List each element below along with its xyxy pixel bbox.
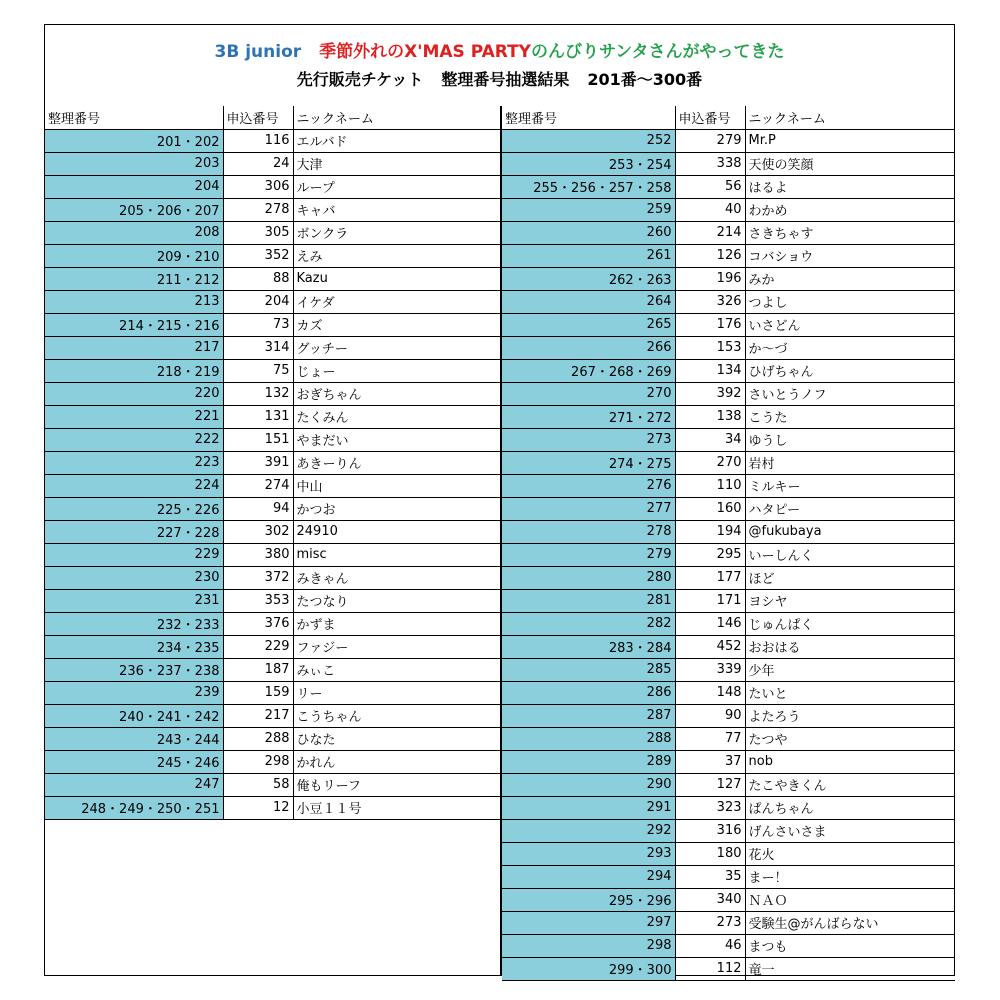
- application-number-cell: 131: [223, 405, 293, 428]
- table-row: [502, 796, 955, 819]
- application-number-cell: 159: [223, 681, 293, 704]
- table-row: [502, 359, 955, 382]
- sheet-header: [45, 25, 954, 105]
- table-row: [502, 681, 955, 704]
- table-row: [45, 612, 500, 635]
- seat-number-cell: 293: [502, 842, 675, 865]
- nickname-cell: ミルキー: [745, 474, 955, 497]
- table-row: [45, 520, 500, 543]
- application-number-cell: 326: [675, 290, 745, 313]
- seat-number-cell: 291: [502, 796, 675, 819]
- nickname-cell: misc: [293, 543, 500, 566]
- application-number-cell: 110: [675, 474, 745, 497]
- nickname-cell: わかめ: [745, 198, 955, 221]
- table-row: [45, 681, 500, 704]
- table-row: [45, 750, 500, 773]
- application-number-cell: 146: [675, 612, 745, 635]
- subtitle-range: 201番～300番: [587, 70, 703, 89]
- table-row: [502, 773, 955, 796]
- results-sheet: [44, 24, 955, 976]
- column-header-nickname: ニックネーム: [745, 106, 955, 129]
- table-row: [502, 244, 955, 267]
- nickname-cell: @fukubaya: [745, 520, 955, 543]
- application-number-cell: 187: [223, 658, 293, 681]
- application-number-cell: 153: [675, 336, 745, 359]
- nickname-cell: げんさいさま: [745, 819, 955, 842]
- seat-number-cell: 255・256・257・258: [502, 175, 675, 198]
- seat-number-cell: 208: [45, 221, 223, 244]
- seat-number-cell: 201・202: [45, 129, 223, 152]
- seat-number-cell: 213: [45, 290, 223, 313]
- application-number-cell: 302: [223, 520, 293, 543]
- table-row: [45, 543, 500, 566]
- nickname-cell: 小豆１１号: [293, 796, 500, 819]
- table-row: [502, 865, 955, 888]
- nickname-cell: Mr.P: [745, 129, 955, 152]
- application-number-cell: 138: [675, 405, 745, 428]
- seat-number-cell: 290: [502, 773, 675, 796]
- application-number-cell: 316: [675, 819, 745, 842]
- table-row: [45, 566, 500, 589]
- table-header-row: [502, 106, 955, 129]
- application-number-cell: 380: [223, 543, 293, 566]
- table-row: [45, 497, 500, 520]
- application-number-cell: 340: [675, 888, 745, 911]
- seat-number-cell: 273: [502, 428, 675, 451]
- table-row: [502, 267, 955, 290]
- nickname-cell: たくみん: [293, 405, 500, 428]
- nickname-cell: よたろう: [745, 704, 955, 727]
- table-row: [45, 589, 500, 612]
- table-row: [502, 336, 955, 359]
- application-number-cell: 94: [223, 497, 293, 520]
- application-number-cell: 323: [675, 796, 745, 819]
- seat-number-cell: 218・219: [45, 359, 223, 382]
- event-title-tagline: のんびりサンタさんがやってきた: [531, 42, 785, 62]
- seat-number-cell: 294: [502, 865, 675, 888]
- application-number-cell: 75: [223, 359, 293, 382]
- nickname-cell: 天使の笑顔: [745, 152, 955, 175]
- table-row: [502, 566, 955, 589]
- seat-number-cell: 247: [45, 773, 223, 796]
- application-number-cell: 88: [223, 267, 293, 290]
- seat-number-cell: 217: [45, 336, 223, 359]
- nickname-cell: こうちゃん: [293, 704, 500, 727]
- application-number-cell: 58: [223, 773, 293, 796]
- seat-number-cell: 280: [502, 566, 675, 589]
- nickname-cell: 中山: [293, 474, 500, 497]
- nickname-cell: たいと: [745, 681, 955, 704]
- nickname-cell: ゆうし: [745, 428, 955, 451]
- seat-number-cell: 239: [45, 681, 223, 704]
- application-number-cell: 77: [675, 727, 745, 750]
- nickname-cell: かずま: [293, 612, 500, 635]
- application-number-cell: 288: [223, 727, 293, 750]
- table-row: [45, 336, 500, 359]
- nickname-cell: ハタピー: [745, 497, 955, 520]
- application-number-cell: 273: [675, 911, 745, 934]
- nickname-cell: ひなた: [293, 727, 500, 750]
- table-row: [502, 727, 955, 750]
- seat-number-cell: 222: [45, 428, 223, 451]
- table-row: [45, 221, 500, 244]
- application-number-cell: 279: [675, 129, 745, 152]
- nickname-cell: こうた: [745, 405, 955, 428]
- nickname-cell: じょー: [293, 359, 500, 382]
- seat-number-cell: 260: [502, 221, 675, 244]
- nickname-cell: かれん: [293, 750, 500, 773]
- application-number-cell: 40: [675, 198, 745, 221]
- application-number-cell: 24: [223, 152, 293, 175]
- column-header-application: 申込番号: [223, 106, 293, 129]
- application-number-cell: 229: [223, 635, 293, 658]
- table-row: [45, 313, 500, 336]
- table-row: [45, 796, 500, 819]
- seat-number-cell: 289: [502, 750, 675, 773]
- results-table-left: [45, 106, 501, 820]
- seat-number-cell: 231: [45, 589, 223, 612]
- application-number-cell: 90: [675, 704, 745, 727]
- application-number-cell: 56: [675, 175, 745, 198]
- table-row: [502, 405, 955, 428]
- application-number-cell: 314: [223, 336, 293, 359]
- nickname-cell: ぱんちゃん: [745, 796, 955, 819]
- seat-number-cell: 267・268・269: [502, 359, 675, 382]
- seat-number-cell: 230: [45, 566, 223, 589]
- nickname-cell: ほど: [745, 566, 955, 589]
- seat-number-cell: 221: [45, 405, 223, 428]
- application-number-cell: 392: [675, 382, 745, 405]
- application-number-cell: 196: [675, 267, 745, 290]
- nickname-cell: みか: [745, 267, 955, 290]
- table-row: [502, 612, 955, 635]
- table-row: [502, 520, 955, 543]
- nickname-cell: あきーりん: [293, 451, 500, 474]
- table-row: [502, 957, 955, 980]
- table-row: [502, 198, 955, 221]
- application-number-cell: 295: [675, 543, 745, 566]
- nickname-cell: グッチー: [293, 336, 500, 359]
- seat-number-cell: 265: [502, 313, 675, 336]
- table-row: [502, 382, 955, 405]
- seat-number-cell: 259: [502, 198, 675, 221]
- table-row: [502, 543, 955, 566]
- table-row: [45, 359, 500, 382]
- seat-number-cell: 295・296: [502, 888, 675, 911]
- table-row: [502, 934, 955, 957]
- application-number-cell: 148: [675, 681, 745, 704]
- nickname-cell: じゅんぱく: [745, 612, 955, 635]
- table-row: [45, 474, 500, 497]
- table-row: [45, 290, 500, 313]
- table-row: [502, 658, 955, 681]
- nickname-cell: やまだい: [293, 428, 500, 451]
- table-row: [45, 152, 500, 175]
- table-row: [45, 405, 500, 428]
- event-title: [45, 37, 954, 62]
- seat-number-cell: 261: [502, 244, 675, 267]
- application-number-cell: 352: [223, 244, 293, 267]
- nickname-cell: 大津: [293, 152, 500, 175]
- column-header-seat: 整理番号: [502, 106, 675, 129]
- seat-number-cell: 297: [502, 911, 675, 934]
- table-row: [45, 727, 500, 750]
- application-number-cell: 73: [223, 313, 293, 336]
- nickname-cell: Kazu: [293, 267, 500, 290]
- nickname-cell: 受験生@がんばらない: [745, 911, 955, 934]
- seat-number-cell: 270: [502, 382, 675, 405]
- seat-number-cell: 209・210: [45, 244, 223, 267]
- seat-number-cell: 232・233: [45, 612, 223, 635]
- table-row: [502, 888, 955, 911]
- results-subtitle: [45, 67, 954, 90]
- application-number-cell: 452: [675, 635, 745, 658]
- seat-number-cell: 248・249・250・251: [45, 796, 223, 819]
- subtitle-lottery: 整理番号抽選結果: [441, 70, 570, 89]
- seat-number-cell: 234・235: [45, 635, 223, 658]
- application-number-cell: 177: [675, 566, 745, 589]
- table-row: [502, 451, 955, 474]
- nickname-cell: エルバド: [293, 129, 500, 152]
- seat-number-cell: 205・206・207: [45, 198, 223, 221]
- seat-number-cell: 223: [45, 451, 223, 474]
- application-number-cell: 134: [675, 359, 745, 382]
- nickname-cell: 花火: [745, 842, 955, 865]
- table-row: [502, 428, 955, 451]
- column-header-nickname: ニックネーム: [293, 106, 500, 129]
- seat-number-cell: 271・272: [502, 405, 675, 428]
- seat-number-cell: 287: [502, 704, 675, 727]
- application-number-cell: 126: [675, 244, 745, 267]
- application-number-cell: 35: [675, 865, 745, 888]
- table-row: [502, 474, 955, 497]
- seat-number-cell: 281: [502, 589, 675, 612]
- nickname-cell: ヨシヤ: [745, 589, 955, 612]
- seat-number-cell: 286: [502, 681, 675, 704]
- seat-number-cell: 220: [45, 382, 223, 405]
- application-number-cell: 339: [675, 658, 745, 681]
- application-number-cell: 338: [675, 152, 745, 175]
- nickname-cell: 竜一: [745, 957, 955, 980]
- table-row: [502, 497, 955, 520]
- application-number-cell: 180: [675, 842, 745, 865]
- application-number-cell: 127: [675, 773, 745, 796]
- table-row: [502, 290, 955, 313]
- seat-number-cell: 240・241・242: [45, 704, 223, 727]
- application-number-cell: 171: [675, 589, 745, 612]
- seat-number-cell: 243・244: [45, 727, 223, 750]
- application-number-cell: 151: [223, 428, 293, 451]
- table-row: [45, 704, 500, 727]
- table-row: [45, 382, 500, 405]
- nickname-cell: キャバ: [293, 198, 500, 221]
- table-row: [45, 267, 500, 290]
- seat-number-cell: 299・300: [502, 957, 675, 980]
- application-number-cell: 37: [675, 750, 745, 773]
- table-row: [45, 244, 500, 267]
- table-row: [502, 221, 955, 244]
- nickname-cell: カズ: [293, 313, 500, 336]
- results-table-right: [502, 106, 955, 981]
- seat-number-cell: 278: [502, 520, 675, 543]
- nickname-cell: おぎちゃん: [293, 382, 500, 405]
- nickname-cell: 少年: [745, 658, 955, 681]
- seat-number-cell: 262・263: [502, 267, 675, 290]
- subtitle-ticket: 先行販売チケット: [296, 70, 424, 89]
- seat-number-cell: 225・226: [45, 497, 223, 520]
- nickname-cell: まつも: [745, 934, 955, 957]
- column-header-application: 申込番号: [675, 106, 745, 129]
- nickname-cell: か～づ: [745, 336, 955, 359]
- application-number-cell: 306: [223, 175, 293, 198]
- nickname-cell: みぃこ: [293, 658, 500, 681]
- event-title-artist: 3B junior: [214, 42, 302, 62]
- table-row: [45, 175, 500, 198]
- nickname-cell: ファジー: [293, 635, 500, 658]
- nickname-cell: さきちゃす: [745, 221, 955, 244]
- nickname-cell: ＮＡＯ: [745, 888, 955, 911]
- table-row: [502, 842, 955, 865]
- table-row: [45, 451, 500, 474]
- table-row: [502, 175, 955, 198]
- application-number-cell: 116: [223, 129, 293, 152]
- application-number-cell: 278: [223, 198, 293, 221]
- application-number-cell: 194: [675, 520, 745, 543]
- seat-number-cell: 224: [45, 474, 223, 497]
- seat-number-cell: 211・212: [45, 267, 223, 290]
- table-row: [45, 773, 500, 796]
- application-number-cell: 372: [223, 566, 293, 589]
- application-number-cell: 132: [223, 382, 293, 405]
- nickname-cell: いさどん: [745, 313, 955, 336]
- seat-number-cell: 282: [502, 612, 675, 635]
- table-row: [502, 911, 955, 934]
- nickname-cell: 岩村: [745, 451, 955, 474]
- nickname-cell: ループ: [293, 175, 500, 198]
- seat-number-cell: 285: [502, 658, 675, 681]
- application-number-cell: 112: [675, 957, 745, 980]
- event-title-party: 季節外れのX'MAS PARTY: [319, 42, 531, 62]
- table-row: [502, 589, 955, 612]
- seat-number-cell: 245・246: [45, 750, 223, 773]
- nickname-cell: コバショウ: [745, 244, 955, 267]
- seat-number-cell: 252: [502, 129, 675, 152]
- nickname-cell: ひげちゃん: [745, 359, 955, 382]
- nickname-cell: いーしんく: [745, 543, 955, 566]
- nickname-cell: たこやきくん: [745, 773, 955, 796]
- application-number-cell: 305: [223, 221, 293, 244]
- seat-number-cell: 276: [502, 474, 675, 497]
- application-number-cell: 214: [675, 221, 745, 244]
- seat-number-cell: 277: [502, 497, 675, 520]
- application-number-cell: 160: [675, 497, 745, 520]
- application-number-cell: 274: [223, 474, 293, 497]
- seat-number-cell: 204: [45, 175, 223, 198]
- seat-number-cell: 236・237・238: [45, 658, 223, 681]
- nickname-cell: みきゃん: [293, 566, 500, 589]
- seat-number-cell: 214・215・216: [45, 313, 223, 336]
- seat-number-cell: 229: [45, 543, 223, 566]
- table-row: [45, 129, 500, 152]
- seat-number-cell: 288: [502, 727, 675, 750]
- application-number-cell: 298: [223, 750, 293, 773]
- seat-number-cell: 292: [502, 819, 675, 842]
- nickname-cell: nob: [745, 750, 955, 773]
- application-number-cell: 376: [223, 612, 293, 635]
- application-number-cell: 204: [223, 290, 293, 313]
- seat-number-cell: 203: [45, 152, 223, 175]
- application-number-cell: 353: [223, 589, 293, 612]
- nickname-cell: 24910: [293, 520, 500, 543]
- application-number-cell: 34: [675, 428, 745, 451]
- table-row: [502, 704, 955, 727]
- nickname-cell: 俺もリーフ: [293, 773, 500, 796]
- nickname-cell: かつお: [293, 497, 500, 520]
- table-row: [502, 313, 955, 336]
- seat-number-cell: 283・284: [502, 635, 675, 658]
- column-header-seat: 整理番号: [45, 106, 223, 129]
- nickname-cell: たつや: [745, 727, 955, 750]
- nickname-cell: はるよ: [745, 175, 955, 198]
- nickname-cell: イケダ: [293, 290, 500, 313]
- table-row: [502, 635, 955, 658]
- nickname-cell: リー: [293, 681, 500, 704]
- seat-number-cell: 298: [502, 934, 675, 957]
- seat-number-cell: 227・228: [45, 520, 223, 543]
- application-number-cell: 270: [675, 451, 745, 474]
- table-row: [45, 658, 500, 681]
- nickname-cell: えみ: [293, 244, 500, 267]
- application-number-cell: 391: [223, 451, 293, 474]
- nickname-cell: まー！: [745, 865, 955, 888]
- table-row: [502, 152, 955, 175]
- application-number-cell: 176: [675, 313, 745, 336]
- seat-number-cell: 279: [502, 543, 675, 566]
- nickname-cell: さいとうノフ: [745, 382, 955, 405]
- table-row: [502, 819, 955, 842]
- table-row: [502, 129, 955, 152]
- nickname-cell: おおはる: [745, 635, 955, 658]
- table-row: [45, 428, 500, 451]
- nickname-cell: たつなり: [293, 589, 500, 612]
- table-row: [45, 635, 500, 658]
- application-number-cell: 46: [675, 934, 745, 957]
- table-row: [502, 750, 955, 773]
- nickname-cell: つよし: [745, 290, 955, 313]
- table-header-row: [45, 106, 500, 129]
- table-row: [45, 198, 500, 221]
- nickname-cell: ボンクラ: [293, 221, 500, 244]
- application-number-cell: 12: [223, 796, 293, 819]
- seat-number-cell: 266: [502, 336, 675, 359]
- seat-number-cell: 264: [502, 290, 675, 313]
- seat-number-cell: 274・275: [502, 451, 675, 474]
- seat-number-cell: 253・254: [502, 152, 675, 175]
- application-number-cell: 217: [223, 704, 293, 727]
